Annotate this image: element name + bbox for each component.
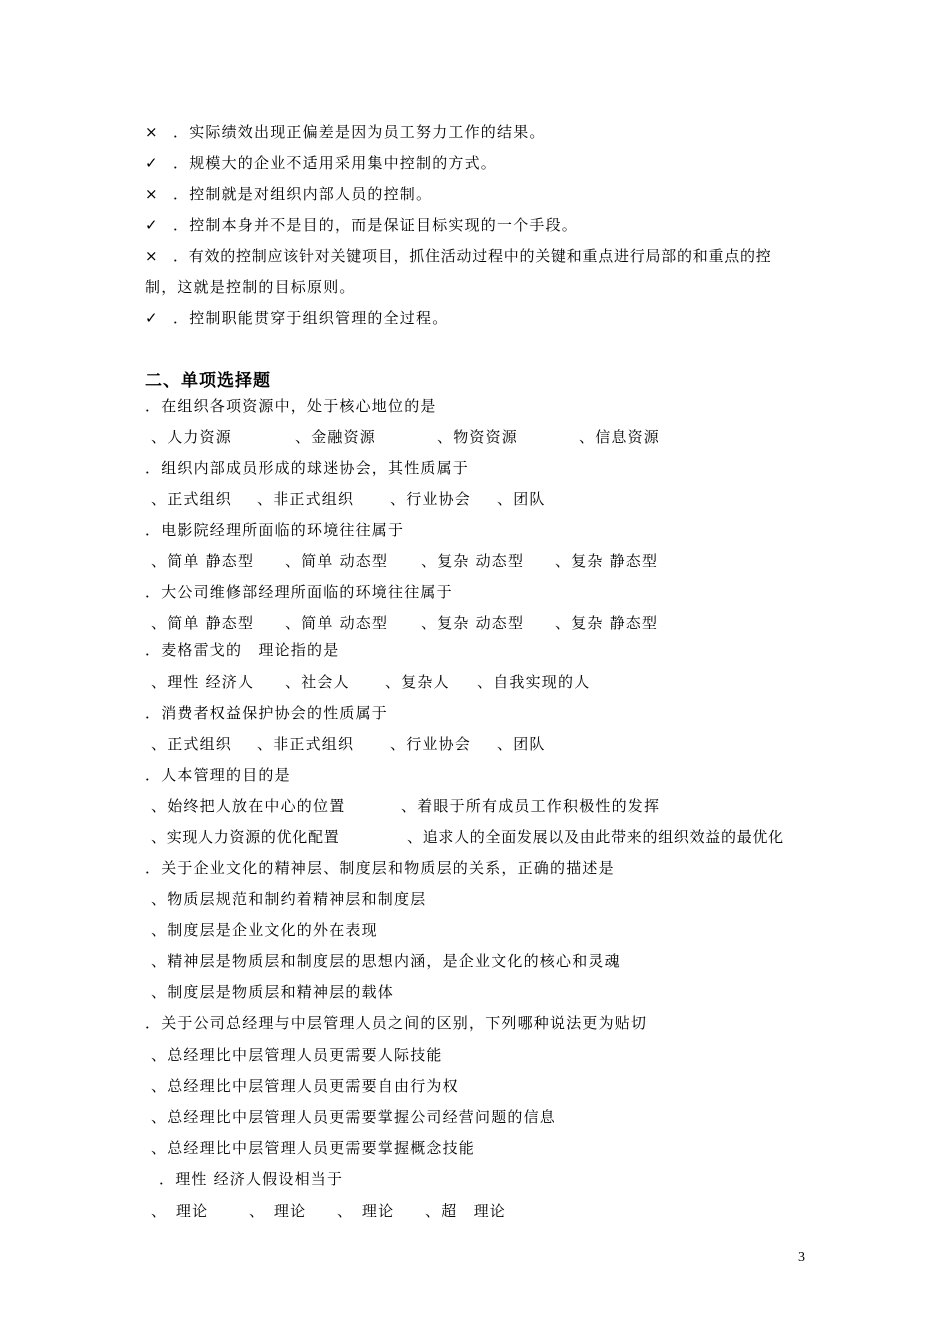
option: 、社会人: [285, 673, 350, 691]
cross-mark-icon: ×: [145, 185, 159, 203]
judgment-item: [145, 122, 815, 142]
option: 、制度层是物质层和精神层的载体: [151, 983, 395, 1001]
option: 、超 理论: [425, 1202, 507, 1220]
page-number: 3: [798, 1250, 805, 1265]
judgment-item: [145, 308, 815, 328]
judgment-item: [145, 184, 815, 204]
option: 、人力资源: [151, 428, 233, 446]
question-stem: ．在组织各项资源中，处于核心地位的是: [145, 397, 437, 415]
option: 、行业协会: [390, 490, 472, 508]
question-stem: ．消费者权益保护协会的性质属于: [145, 704, 389, 722]
judgment-text: ．控制就是对组织内部人员的控制。: [173, 185, 433, 203]
question-stem: ．关于企业文化的精神层、制度层和物质层的关系，正确的描述是: [145, 859, 615, 877]
judgment-text: ．控制职能贯穿于组织管理的全过程。: [173, 309, 449, 327]
question-stem: ．组织内部成员形成的球迷协会，其性质属于: [145, 459, 470, 477]
judgment-item: [145, 246, 815, 266]
judgment-text: ．规模大的企业不适用采用集中控制的方式。: [173, 154, 498, 172]
option: 、简单 静态型: [151, 552, 255, 570]
question-stem: ．理性 经济人假设相当于: [159, 1170, 344, 1188]
check-mark-icon: ✓: [145, 216, 159, 234]
option: 、理性 经济人: [151, 673, 255, 691]
option: 、正式组织: [151, 735, 233, 753]
check-mark-icon: ✓: [145, 309, 159, 327]
option: 、复杂 静态型: [555, 614, 659, 632]
judgment-text: ．控制本身并不是目的，而是保证目标实现的一个手段。: [173, 216, 579, 234]
option: 、实现人力资源的优化配置: [151, 828, 340, 846]
question-stem: ．麦格雷戈的 理论指的是: [145, 641, 340, 659]
judgment-item: [145, 153, 815, 173]
option: 、总经理比中层管理人员更需要人际技能: [151, 1046, 443, 1064]
option: 、始终把人放在中心的位置: [151, 797, 346, 815]
option: 、追求人的全面发展以及由此带来的组织效益的最优化: [407, 828, 784, 846]
option: 、总经理比中层管理人员更需要自由行为权: [151, 1077, 459, 1095]
option: 、 理论: [249, 1202, 307, 1220]
judgment-text: 制，这就是控制的目标原则。: [145, 278, 356, 296]
question-stem: ．关于公司总经理与中层管理人员之间的区别，下列哪种说法更为贴切: [145, 1014, 648, 1032]
question-stem: ．大公司维修部经理所面临的环境往往属于: [145, 583, 453, 601]
judgment-text: ．实际绩效出现正偏差是因为员工努力工作的结果。: [173, 123, 546, 141]
option: 、复杂 动态型: [421, 552, 525, 570]
section-title: 二、单项选择题: [145, 371, 271, 391]
option: 、团队: [497, 735, 546, 753]
option: 、非正式组织: [257, 735, 355, 753]
judgment-item: [145, 215, 815, 235]
question-stem: ．人本管理的目的是: [145, 766, 291, 784]
cross-mark-icon: ×: [145, 247, 159, 265]
option: 、复杂 动态型: [421, 614, 525, 632]
option: 、总经理比中层管理人员更需要掌握概念技能: [151, 1139, 476, 1157]
option: 、正式组织: [151, 490, 233, 508]
option: 、简单 动态型: [285, 552, 389, 570]
option: 、行业协会: [390, 735, 472, 753]
option: 、 理论: [151, 1202, 209, 1220]
judgment-continuation: [145, 277, 815, 297]
check-mark-icon: ✓: [145, 154, 159, 172]
option: 、制度层是企业文化的外在表现: [151, 921, 378, 939]
question-stem: ．电影院经理所面临的环境往往属于: [145, 521, 405, 539]
option: 、金融资源: [295, 428, 377, 446]
judgment-text: ．有效的控制应该针对关键项目，抓住活动过程中的关键和重点进行局部的和重点的控: [173, 247, 772, 265]
option: 、简单 静态型: [151, 614, 255, 632]
cross-mark-icon: ×: [145, 123, 159, 141]
option: 、自我实现的人: [477, 673, 591, 691]
option: 、物资资源: [437, 428, 519, 446]
option: 、总经理比中层管理人员更需要掌握公司经营问题的信息: [151, 1108, 557, 1126]
option: 、精神层是物质层和制度层的思想内涵，是企业文化的核心和灵魂: [151, 952, 621, 970]
option: 、信息资源: [579, 428, 661, 446]
option: 、简单 动态型: [285, 614, 389, 632]
option: 、复杂人: [385, 673, 450, 691]
option: 、团队: [497, 490, 546, 508]
option: 、复杂 静态型: [555, 552, 659, 570]
option: 、非正式组织: [257, 490, 355, 508]
option: 、着眼于所有成员工作积极性的发挥: [401, 797, 661, 815]
option: 、物质层规范和制约着精神层和制度层: [151, 890, 427, 908]
option: 、 理论: [337, 1202, 395, 1220]
